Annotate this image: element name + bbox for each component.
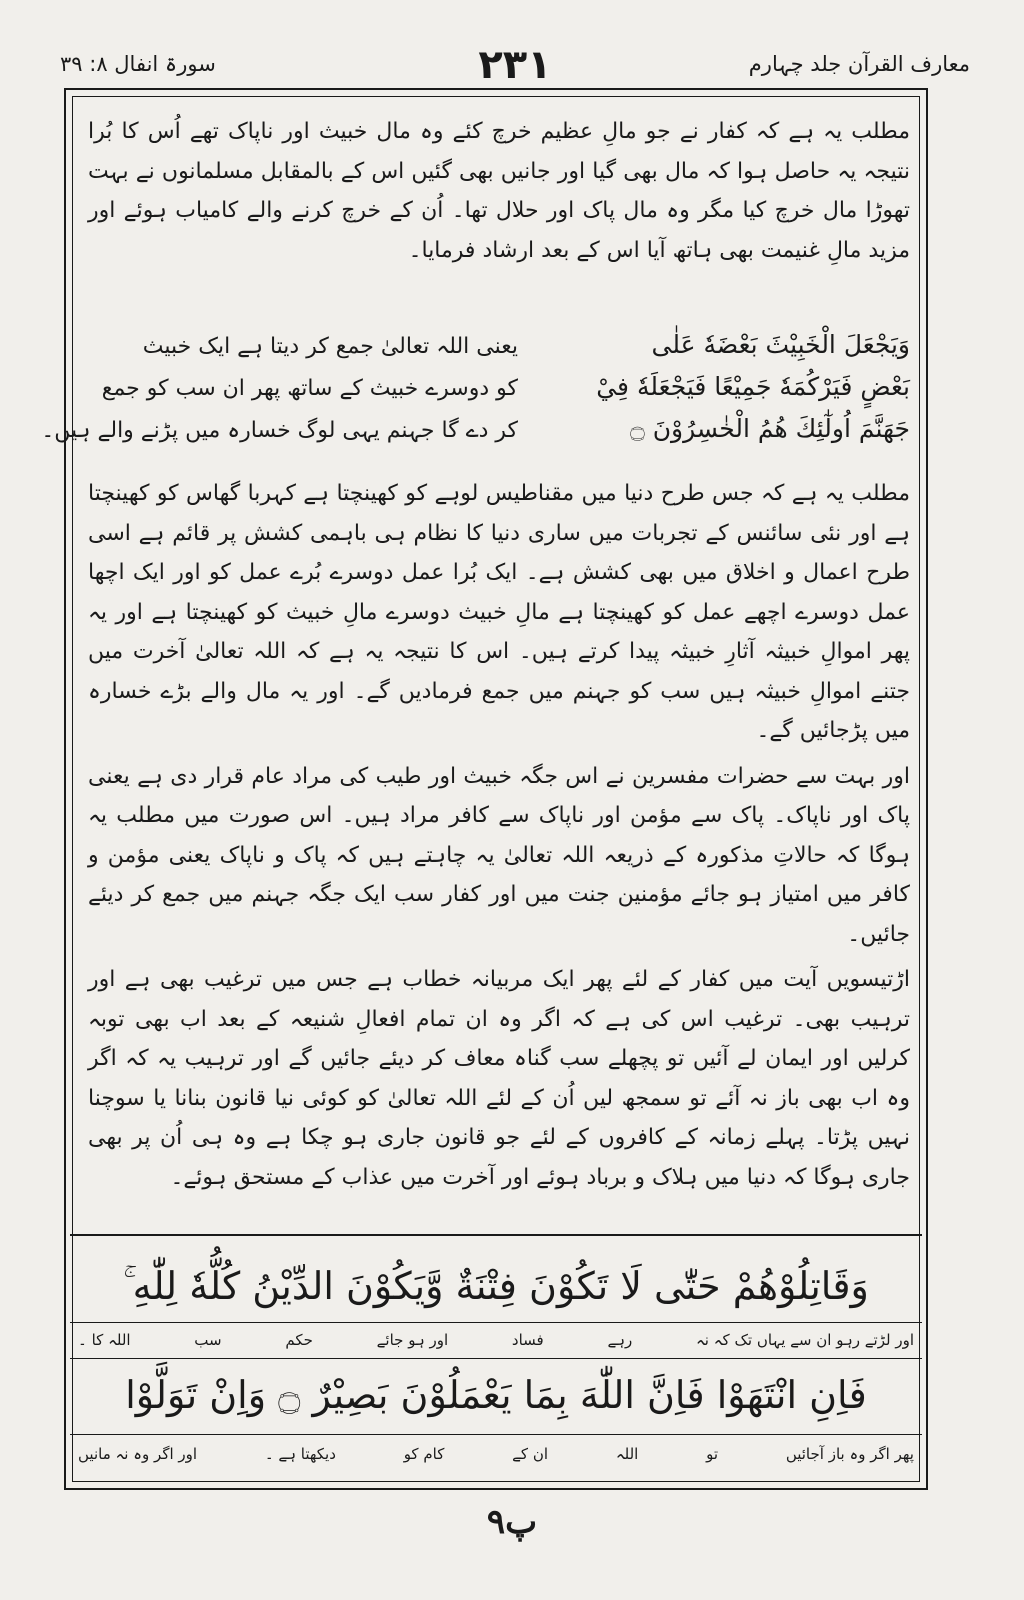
word-gloss: دیکھتا ہے ۔: [264, 1445, 336, 1463]
commentary-intro: [88, 112, 910, 310]
rule-line: [70, 1322, 922, 1323]
surah-reference: سورۃ انفال ۸: ۳۹: [60, 52, 216, 76]
ayah-translation-line: یعنی اللہ تعالیٰ جمع کر دیتا ہے ایک خبیث: [142, 334, 518, 359]
paragraph-4: اڑتیسویں آیت میں کفار کے لئے پھر ایک مربیانہ خطاب ہے جس میں ترغیب بھی ہے اور ترہیب بھی۔ ترغیب اس کی ہے کہ اگر وہ ان تمام افعالِ شنیعہ کے بعد اب بھی توبہ کرلیں اور ایمان لے آئیں تو پچھلے سب گناہ معاف کر دیئے جائیں گے اور ترہیب یہ کہ اگر وہ اب بھی باز نہ آئے تو سمجھ لیں اُن کے لئے اللہ تعالیٰ کو کوئی نیا قانون بنانا یا سوچنا نہیں پڑتا۔ پہلے زمانہ کے کافروں کے لئے جو قانون جاری ہو چکا ہے وہ ہی اُن پر بھی جاری ہوگا کہ دنیا میں ہلاک و برباد ہوئے اور آخرت میں عذاب کے مستحق ہوئے۔: [88, 967, 910, 1190]
ayah-arabic-line: بَعْضٍ فَيَرْكُمَهٗ جَمِيْعًا فَيَجْعَلَهٗ فِيْ: [596, 372, 910, 401]
rule-line: [70, 1358, 922, 1359]
verse-line-2: فَاِنِ انْتَهَوْا فَاِنَّ اللّٰهَ بِمَا يَعْمَلُوْنَ بَصِيْرٌ ۝ وَاِنْ تَوَلَّوْا: [125, 1373, 867, 1417]
word-gloss: حکم: [285, 1331, 313, 1349]
para-marker: ۹پ: [486, 1502, 538, 1542]
word-translation-row-1: [78, 1324, 914, 1356]
ayah-arabic-line: جَهَنَّمَ اُولٰٓئِكَ هُمُ الْخٰسِرُوْنَ ۝: [630, 414, 910, 443]
paragraph-2: مطلب یہ ہے کہ جس طرح دنیا میں مقناطیس لوہے کو کھینچتا ہے کہربا گھاس کو کھینچتا ہے اور نئی سائنس کے تجربات میں ساری دنیا کا نظام ہی باہمی کشش پر قائم ہے اسی طرح اعمال و اخلاق میں بھی کشش ہے۔ ایک بُرا عمل دوسرے بُرے عمل کو اور ایک اچھا عمل دوسرے اچھے عمل کو کھینچتا ہے مالِ خبیث دوسرے مالِ خبیث کو کھینچتا ہے اور یہ پھر اموالِ خبیثہ آثارِ خبیثہ پیدا کرتے ہیں۔ اس کا نتیجہ یہ ہے کہ اللہ تعالیٰ آخرت میں جتنے اموالِ خبیثہ ہیں سب کو جہنم میں جمع فرمادیں گے۔ اور یہ مال والے بڑے خسارہ میں پڑجائیں گے۔: [88, 481, 910, 743]
commentary-body: [88, 474, 910, 1203]
ayah-translation: [41, 326, 518, 452]
word-gloss: رہے: [607, 1331, 633, 1349]
word-gloss: اللہ کا ۔: [78, 1331, 131, 1349]
verse-39-box: [70, 1242, 922, 1480]
word-gloss: سب: [194, 1331, 222, 1349]
word-gloss: اور لڑتے رہو ان سے یہاں تک کہ نہ: [696, 1331, 914, 1349]
word-gloss: فساد: [511, 1331, 544, 1349]
ayah-arabic-line: وَيَجْعَلَ الْخَبِيْثَ بَعْضَهٗ عَلٰى: [651, 330, 910, 359]
paragraph-1: مطلب یہ ہے کہ کفار نے جو مالِ عظیم خرچ کئے وہ مال خبیث اور ناپاک تھے اُس کا بُرا نتیجہ یہ حاصل ہوا کہ مال بھی گیا اور جانیں بھی گئیں اس کے بالمقابل مسلمانوں نے بہت تھوڑا مال خرچ کیا مگر وہ مال پاک اور حلال تھا۔ اُن کے خرچ کرنے والے کامیاب ہوئے اور مزید مالِ غنیمت بھی ہاتھ آیا اس کے بعد ارشاد فرمایا۔: [88, 119, 910, 263]
rule-line: [70, 1434, 922, 1435]
word-gloss: ان کے: [512, 1445, 549, 1463]
ayah-arabic: [510, 324, 910, 450]
ayah-translation-line: کر دے گا جہنم یہی لوگ خسارہ میں پڑنے والے ہیں۔: [41, 418, 518, 443]
book-title: معارف القرآن جلد چہارم: [748, 52, 970, 76]
section-divider: [70, 1234, 922, 1236]
verse-line-1: وَقَاتِلُوْهُمْ حَتّٰى لَا تَكُوْنَ فِتْنَةٌ وَّيَكُوْنَ الدِّيْنُ كُلُّهٗ لِلّٰهِ ۚ: [123, 1264, 869, 1308]
page-number: ۲۳۱: [478, 42, 552, 88]
paragraph-3: اور بہت سے حضرات مفسرین نے اس جگہ خبیث اور طیب کی مراد عام قرار دی ہے یعنی پاک اور ناپاک۔ پاک سے مؤمن اور ناپاک سے کافر مراد ہیں۔ اس صورت میں مطلب یہ ہوگا کہ حالاتِ مذکورہ کے ذریعہ اللہ تعالیٰ یہ چاہتے ہیں کہ پاک و ناپاک یعنی مؤمن و کافر میں امتیاز ہو جائے مؤمنین جنت میں اور کفار سب ایک جگہ جہنم میں جمع کر دیئے جائیں۔: [88, 763, 910, 947]
word-gloss: کام کو: [403, 1445, 445, 1463]
quoted-ayah: [41, 324, 910, 474]
word-gloss: اور ہو جائے: [376, 1331, 449, 1349]
word-gloss: اللہ: [615, 1445, 639, 1463]
word-gloss: پھر اگر وہ باز آجائیں: [785, 1445, 914, 1463]
word-translation-row-2: [78, 1438, 914, 1470]
ayah-translation-line: کو دوسرے خبیث کے ساتھ پھر ان سب کو جمع: [101, 376, 518, 401]
word-gloss: اور اگر وہ نہ مانیں: [78, 1445, 198, 1463]
word-gloss: تو: [706, 1445, 719, 1463]
